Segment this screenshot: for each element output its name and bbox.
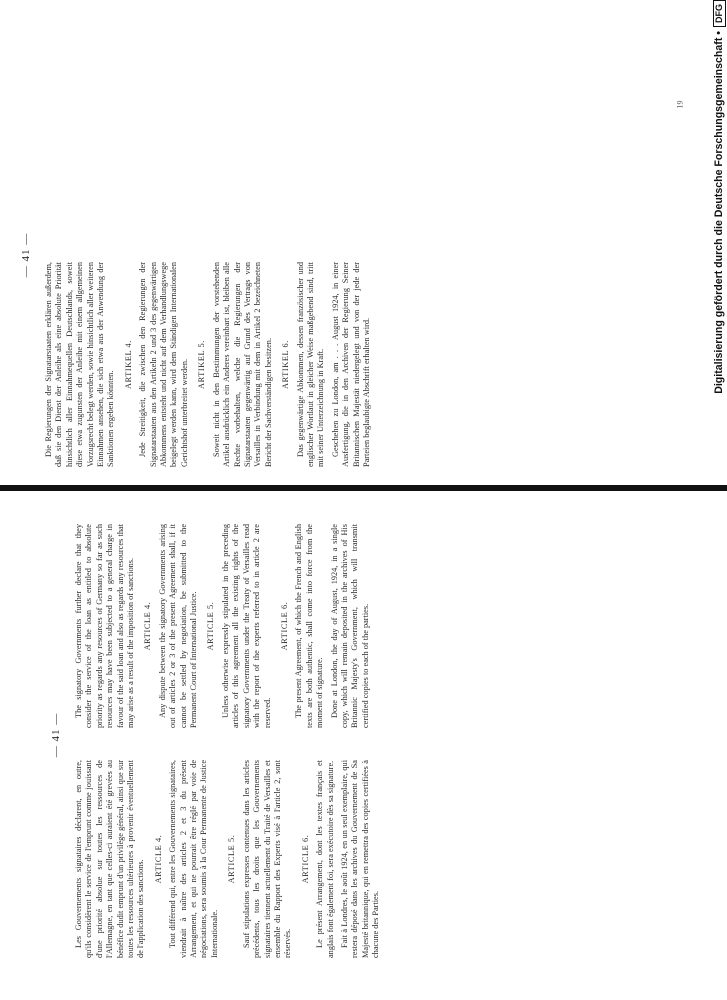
page-number: — 41 — [20,232,32,278]
en-article-6-title: ARTICLE 6. [279,601,289,651]
en-article-5-text: Unless otherwise expressly stipulated in the preceding articles of this agreement all the existing rights of the signatory Governments under the Treaty of Versailles read with the report of the experts referred to in article 2 are reserved. [220,524,272,728]
en-article-6-text: The present Agreement, of which the French and English texts are both authentic, shall come into force from the moment of signature. [294,524,325,728]
en-article-5-title: ARTICLE 5. [206,601,216,651]
dfg-attribution-sidebar [712,0,726,1000]
german-column [44,262,376,467]
en-article-4-text: Any dispute between the signatory Governments arising out of articles 2 or 3 of the present Agreement shall, if it cannot be settled by negotiation, be submitted to the Permanent Court of International Justice. [157,524,199,728]
en-closing: Done at London, the day of August, 1924, in a single copy, which will remain deposited in the archives of His Britannic Majesty's Government, which will transmit certified copies to each of the parties. [329,524,370,728]
fr-article-5-text: Sauf stipulations expresses contenues dans les articles précédents, tous les droits que les Gouvernements signataires tiennent actuellement du Traité de Versailles et ensemble du Rapport des Experts visé à l'article 2, sont réservés. [241,760,293,958]
right-page [20,35,710,475]
de-article-5-title: ARTIKEL 5. [197,340,207,389]
de-article-6-title: ARTIKEL 6. [281,340,291,389]
fr-article-4-title: ARTICLE 4. [153,834,163,884]
french-column [74,760,386,958]
de-article-6-text: Das gegenwärtige Abkommen, dessen französischer und englischer Wortlaut in gleicher Weise maßgebend sind, tritt mit seiner Unterzeichnung in Kraft. [295,262,326,467]
folio-number: 19 [675,100,685,109]
fr-closing: Fait à Londres, le août 1924, en un seul exemplaire, qui restera déposé dans les archives du Gouvernement de Sa Majesté britannique, qui en remettra des copies certifiées à chacune des Parties. [339,760,381,958]
english-column [74,524,375,728]
de-intro: Die Regierungen der Signatarstaaten erklären außerdem, daß sie den Dienst der Anleihe als eine absolute Priorität hinsichtlich aller Einnahmequellen Deutschlands, soweit diese etwa zugunsten der Anleihe mit einem allgemeinen Vorzugsrecht belegt werden, sowie hinsichtlich aller weiteren Einnahmen ansehen, die sich etwa aus der Anwendung der Sanktionen ergeben könnten. [44,262,116,467]
left-page [50,510,710,960]
fr-article-4-text: Tout différend qui, entre les Gouvernements signataires, viendrait à naître des articles 2 et 3 du présent Arrangement, et qui ne pourrait être réglé par voie de négociations, sera soumis à la Cour Permanente de Justice Internationale. [168,760,219,958]
en-article-4-title: ARTICLE 4. [143,601,153,651]
en-intro: The signatory Governments further declare that they consider the service of the loan as entitled to absolute priority as regards any resources of Germany so far as such resources may have been subjected to a general charge in favour of the said loan and also as regards any resources that may arise as a result of the imposition of sanctions. [74,524,136,728]
page-gutter-divider [0,485,727,491]
dfg-attribution-text: Digitalisierung gefördert durch die Deutsche Forschungsgemeinschaft • [713,31,725,394]
dfg-logo: DFG [713,0,726,27]
de-article-5-text: Soweit nicht in den Bestimmungen der vorstehenden Artikel ausdrücklich ein Anderes vereinbart ist, bleiben alle Rechte vorbehalten, welche die Regierungen der Signatarstaaten gegenwärtig auf Grund des Vertrags von Versailles in Verbindung mit dem in Artikel 2 bezeichneten Bericht der Sachverständigen besitzen. [211,262,273,467]
fr-article-6-title: ARTICLE 6. [300,834,310,884]
de-article-4-text: Jede Streitigkeit, die zwischen den Regierungen der Signatarstaaten aus den Artikeln 2 und 3 des gegenwärtigen Abkommens entsteht und nicht auf dem Verhandlungswege beigelegt werden kann, wird dem Ständigen Internationalen Gerichtshof unterbreitet werden. [138,262,189,467]
page-number: — 41 — [50,712,62,758]
fr-article-6-text: Le présent Arrangement, dont les textes français et anglais font également foi, sera exécutoire dès sa signature. [315,760,335,958]
de-closing: Geschehen zu London, am . . . August 1924, in einer Ausfertigung, die in den Archiven der Regierung Seiner Britannischen Majestät niedergelegt und von der jede der Parteien beglaubigte Abschrift erhalten wird. [330,262,371,467]
fr-article-5-title: ARTICLE 5. [227,834,237,884]
de-article-4-title: ARTIKEL 4. [123,340,133,389]
fr-intro: Les Gouvernements signataires déclarent, en outre, qu'ils considèrent le service de l'emprunt comme jouissant d'une priorité absolue sur toutes les ressources de l'Allemagne, en tant que celles-ci auraient été grevées au bénéfice dudit emprunt d'un privilège général, ainsi que sur toutes les ressources ultérieures à provenir éventuellement de l'application des sanctions. [74,760,146,958]
